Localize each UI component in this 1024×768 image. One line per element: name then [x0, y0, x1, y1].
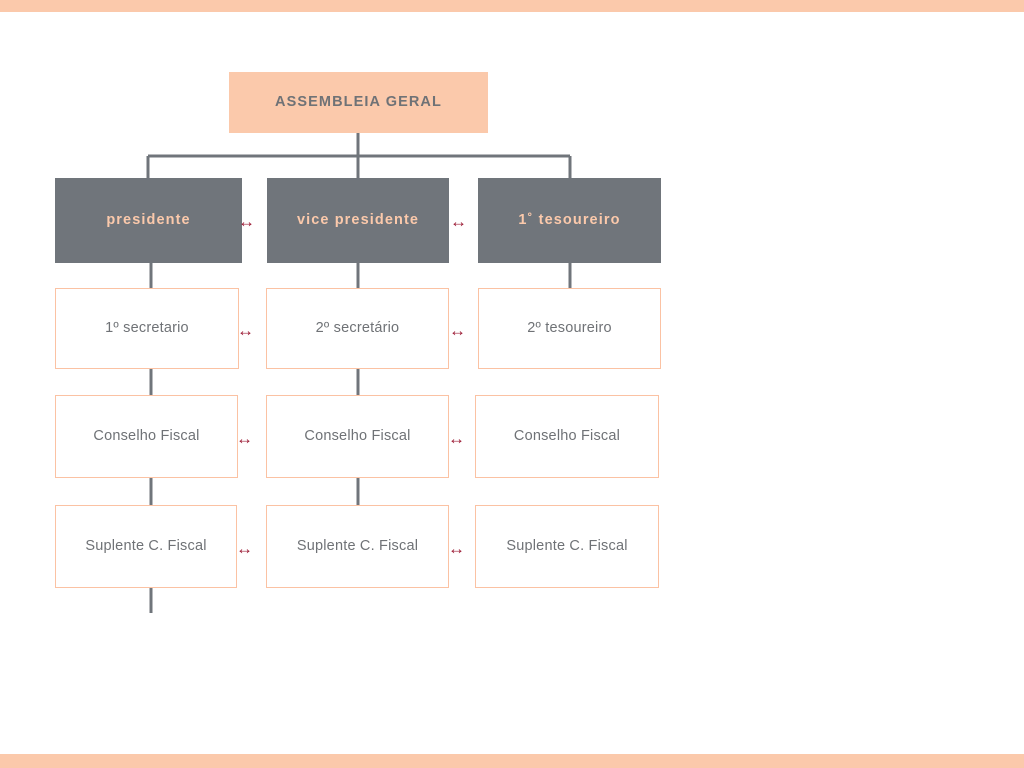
node-label: Suplente C. Fiscal — [85, 538, 207, 555]
node-primeiro-secretario[interactable] — [55, 288, 239, 369]
arrow-vice-tesoureiro: ↔ — [450, 212, 466, 231]
node-label: Suplente C. Fiscal — [296, 538, 419, 555]
node-label: Suplente C. Fiscal — [506, 538, 628, 555]
arrow-presidente-vice: ↔ — [238, 212, 254, 231]
node-label: Conselho Fiscal — [304, 428, 411, 445]
node-segundo-tesoureiro[interactable] — [478, 288, 661, 369]
arrow-sec1-sec2: ↔ — [237, 321, 253, 340]
node-conselho-fiscal-3[interactable] — [475, 395, 659, 478]
node-suplente-c-fiscal-2[interactable] — [266, 505, 449, 588]
node-presidente[interactable] — [55, 178, 242, 263]
node-label: ASSEMBLEIA GERAL — [275, 94, 442, 111]
node-label: 1˚ tesoureiro — [518, 212, 621, 229]
arrow-sec2-tes2: ↔ — [449, 321, 465, 340]
node-segundo-secretario[interactable] — [266, 288, 449, 369]
node-label: Conselho Fiscal — [513, 428, 621, 445]
node-vice-presidente[interactable] — [267, 178, 449, 263]
node-suplente-c-fiscal-3[interactable] — [475, 505, 659, 588]
node-label: vice presidente — [296, 212, 420, 229]
node-label: 1º secretario — [105, 320, 189, 337]
arrow-scf2-scf3: ↔ — [448, 539, 464, 558]
node-suplente-c-fiscal-1[interactable] — [55, 505, 237, 588]
node-label: presidente — [106, 212, 191, 229]
node-primeiro-tesoureiro[interactable] — [478, 178, 661, 263]
node-label: 2º secretário — [315, 320, 400, 337]
node-conselho-fiscal-2[interactable] — [266, 395, 449, 478]
arrow-scf1-scf2: ↔ — [236, 539, 252, 558]
node-label: 2º tesoureiro — [527, 320, 612, 337]
node-label: Conselho Fiscal — [93, 428, 200, 445]
node-conselho-fiscal-1[interactable] — [55, 395, 238, 478]
arrow-cf1-cf2: ↔ — [236, 429, 252, 448]
arrow-cf2-cf3: ↔ — [448, 429, 464, 448]
node-assembleia-geral[interactable] — [229, 72, 488, 133]
